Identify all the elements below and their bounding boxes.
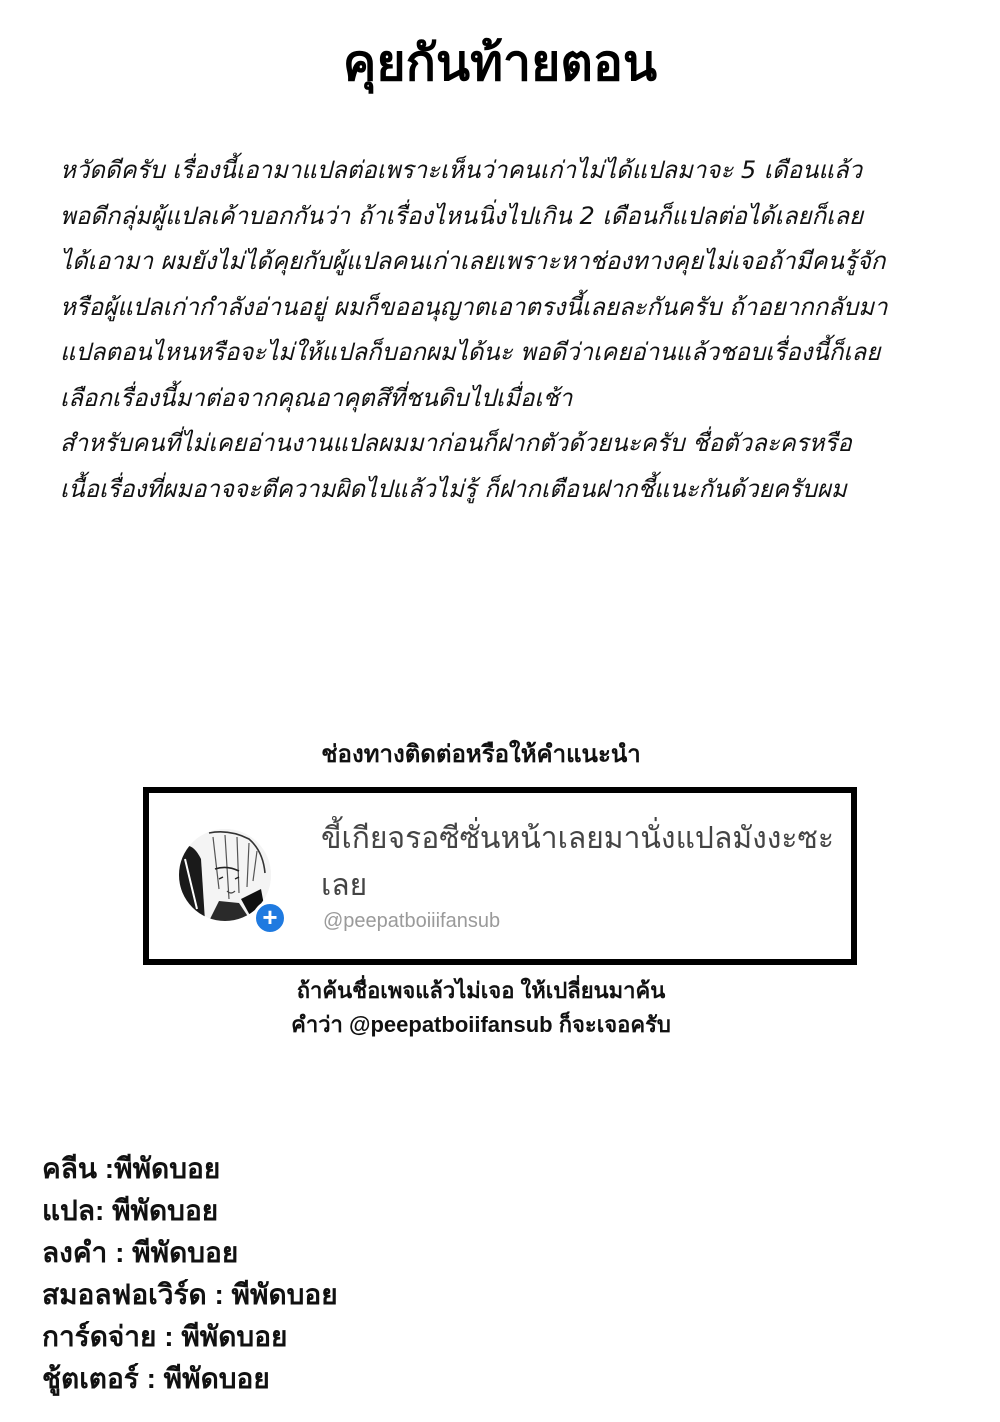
message-line: เลือกเรื่องนี้มาต่อจากคุณอาคุตสึที่ชนดิบไปเมื่อเช้า bbox=[60, 383, 573, 412]
message-line: หรือผู้แปลเก่ากำลังอ่านอยู่ ผมก็ขออนุญาตเอาตรงนี้เลยละกันครับ ถ้าอยากกลับมา bbox=[60, 292, 888, 321]
page-card[interactable] bbox=[143, 787, 857, 965]
credit-cleaner: คลีน :พีพัดบอย bbox=[42, 1153, 221, 1184]
search-hint-line: ถ้าค้นชื่อเพจแล้วไม่เจอ ให้เปลี่ยนมาค้น bbox=[296, 978, 666, 1003]
contact-heading: ช่องทางติดต่อหรือให้คำแนะนำ bbox=[321, 741, 641, 768]
credit-translator: แปล: พีพัดบอย bbox=[42, 1195, 219, 1226]
author-message bbox=[60, 148, 960, 512]
credits-list bbox=[42, 1148, 338, 1400]
message-line: พอดีกลุ่มผู้แปลเค้าบอกกันว่า ถ้าเรื่องไหนนิ่งไปเกิน 2 เดือนก็แปลต่อได้เลยก็เลย bbox=[60, 201, 864, 230]
message-line: ได้เอามา ผมยังไม่ได้คุยกับผู้แปลคนเก่าเลยเพราะหาช่องทางคุยไม่เจอถ้ามีคนรู้จัก bbox=[60, 247, 886, 275]
message-line: เนื้อเรื่องที่ผมอาจจะตีความผิดไปแล้วไม่รู้ ก็ฝากเตือนฝากชี้แนะกันด้วยครับผม bbox=[60, 474, 847, 503]
message-line: หวัดดีครับ เรื่องนี้เอามาแปลต่อเพราะเห็นว่าคนเก่าไม่ได้แปลมาจะ 5 เดือนแล้ว bbox=[60, 156, 863, 184]
credit-small-forward: สมอลฟอเวิร์ด : พีพัดบอย bbox=[42, 1279, 338, 1310]
credit-shooter: ชู้ตเตอร์ : พีพัดบอย bbox=[42, 1363, 270, 1394]
follow-plus-icon[interactable]: + bbox=[253, 901, 287, 935]
message-line: สำหรับคนที่ไม่เคยอ่านงานแปลผมมาก่อนก็ฝากตัวด้วยนะครับ ชื่อตัวละครหรือ bbox=[60, 429, 852, 457]
search-hint bbox=[0, 974, 962, 1042]
page-title: คุยกันท้ายตอน bbox=[342, 34, 658, 92]
credit-point-guard: การ์ดจ่าย : พีพัดบอย bbox=[42, 1321, 288, 1352]
page-name: ขี้เกียจรอซีซั่นหน้าเลยมานั่งแปลมังงะซะเลย bbox=[321, 821, 834, 903]
search-hint-line: คำว่า @peepatboiifansub ก็จะเจอครับ bbox=[291, 1012, 671, 1037]
page-handle: @peepatboiiifansub bbox=[323, 910, 501, 932]
credit-typesetter: ลงคำ : พีพัดบอย bbox=[42, 1237, 239, 1268]
message-line: แปลตอนไหนหรือจะไม่ให้แปลก็บอกผมได้นะ พอดีว่าเคยอ่านแล้วชอบเรื่องนี้ก็เลย bbox=[60, 338, 881, 366]
